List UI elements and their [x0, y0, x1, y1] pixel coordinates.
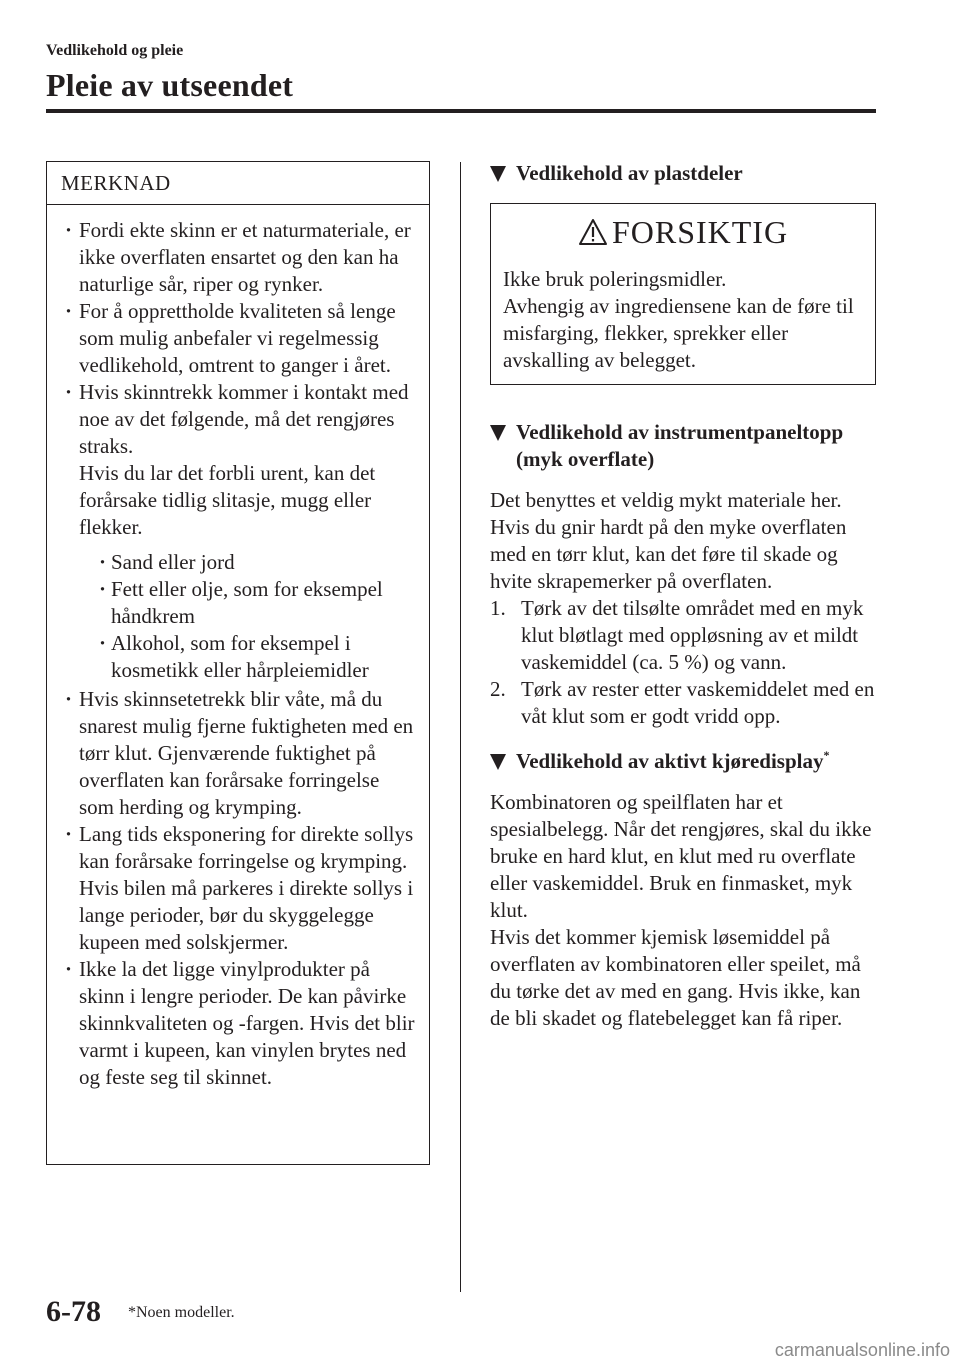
note-bullet: [59, 379, 417, 541]
list-item: [490, 676, 880, 730]
note-sub-bullet: · Fett eller olje, som for eksempel håndkrem: [99, 576, 417, 630]
page-number: 6-78: [46, 1295, 101, 1328]
hud-paragraph: Hvis det kommer kjemisk løsemiddel på overflaten av kombinatoren eller speilet, må du tørke det av med en gang. Hvis ikke, kan de bli skadet og flatebelegget kan få riper.: [490, 925, 861, 1030]
dashboard-intro: Det benyttes et veldig mykt materiale her. Hvis du gnir hardt på den myke overflaten med en tørr klut, kan det føre til skade og hvite skrapemerker på overflaten.: [490, 488, 847, 593]
caution-line: Avhengig av ingrediensene kan de føre til misfarging, flekker, sprekker eller avskalling av belegget.: [503, 294, 854, 372]
note-bullet: · Lang tids eksponering for direkte sollys kan forårsake forringelse og krymping. Hvis bilen må parkeres i direkte sollys i lange perioder, bør du skyggelegge kupeen med solskjermer.: [59, 821, 417, 956]
note-sub-list: [59, 549, 417, 684]
note-bullet-text: · Hvis skinntrekk kommer i kontakt med noe av det følgende, må det rengjøres straks.: [79, 380, 409, 458]
note-bullet: · Fordi ekte skinn er et naturmateriale, er ikke overflaten ensartet og den kan ha naturlige sår, riper og rynker.: [59, 217, 417, 298]
page-header: [46, 42, 876, 104]
note-heading: MERKNAD: [47, 162, 429, 205]
caution-title-text: FORSIKTIG: [611, 214, 789, 250]
section-heading-text: Vedlikehold av instrumentpaneltopp: [516, 420, 844, 444]
right-column: [490, 160, 880, 1032]
caution-body: [503, 266, 863, 374]
caution-line: Ikke bruk poleringsmidler.: [503, 267, 727, 291]
note-bullet: · Hvis skinnsetetrekk blir våte, må du snarest mulig fjerne fuktigheten med en tørr klut. Gjenværende fuktighet på overflaten kan forårsake forringelse som herding og krymping.: [59, 686, 417, 821]
triangle-marker-icon: [490, 425, 506, 441]
column-divider: [460, 162, 461, 1292]
list-number: 1.: [490, 596, 506, 620]
note-body: [47, 205, 429, 1091]
section-heading-hud: [490, 748, 880, 775]
section-label: Vedlikehold og pleie: [46, 42, 184, 59]
triangle-marker-icon: [490, 754, 506, 770]
title-rule: [46, 109, 876, 113]
section-heading-text: Vedlikehold av plastdeler: [516, 161, 743, 185]
dashboard-steps: [490, 595, 880, 730]
list-number: 2.: [490, 677, 506, 701]
warning-triangle-icon: [578, 218, 608, 246]
note-bullet: · For å opprettholde kvaliteten så lenge som mulig anbefaler vi regelmessig vedlikehold, omtrent to ganger i året.: [59, 298, 417, 379]
section-heading-plastic: [490, 160, 880, 187]
section-heading-text: Vedlikehold av aktivt kjøredisplay: [516, 749, 824, 773]
caution-box: [490, 203, 876, 385]
page-title: Pleie av utseendet: [46, 67, 294, 103]
note-box: [46, 161, 430, 1165]
asterisk-mark: *: [823, 748, 830, 762]
section-heading-dashboard: [490, 419, 880, 473]
triangle-marker-icon: [490, 166, 506, 182]
list-item: [490, 595, 880, 676]
note-sub-bullet: · Sand eller jord: [99, 549, 417, 576]
caution-title: [503, 212, 863, 252]
note-sub-bullet: · Alkohol, som for eksempel i kosmetikk eller hårpleiemidler: [99, 630, 417, 684]
list-text: Tørk av rester etter vaskemiddelet med en våt klut som er godt vridd opp.: [521, 677, 875, 728]
section-heading-text: (myk overflate): [516, 447, 655, 471]
note-bullet: · Ikke la det ligge vinylprodukter på skinn i lengre perioder. De kan påvirke skinnkvaliteten og -fargen. Hvis det blir varmt i kupeen, kan vinylen brytes ned og feste seg til skinnet.: [59, 956, 417, 1091]
hud-paragraph: Kombinatoren og speilflaten har et spesialbelegg. Når det rengjøres, skal du ikke bruke en hard klut, en klut med ru overflate eller vaskemiddel. Bruk en finmasket, myk klut.: [490, 790, 872, 922]
watermark: carmanualsonline.info: [774, 1340, 950, 1360]
note-bullet-extra: Hvis du lar det forbli urent, kan det forårsake tidlig slitasje, mugg eller flekker.: [79, 461, 376, 539]
footnote: *Noen modeller.: [128, 1304, 235, 1321]
list-text: Tørk av det tilsølte området med en myk klut bløtlagt med oppløsning av et mildt vaskemiddel (ca. 5 %) og vann.: [521, 596, 864, 674]
